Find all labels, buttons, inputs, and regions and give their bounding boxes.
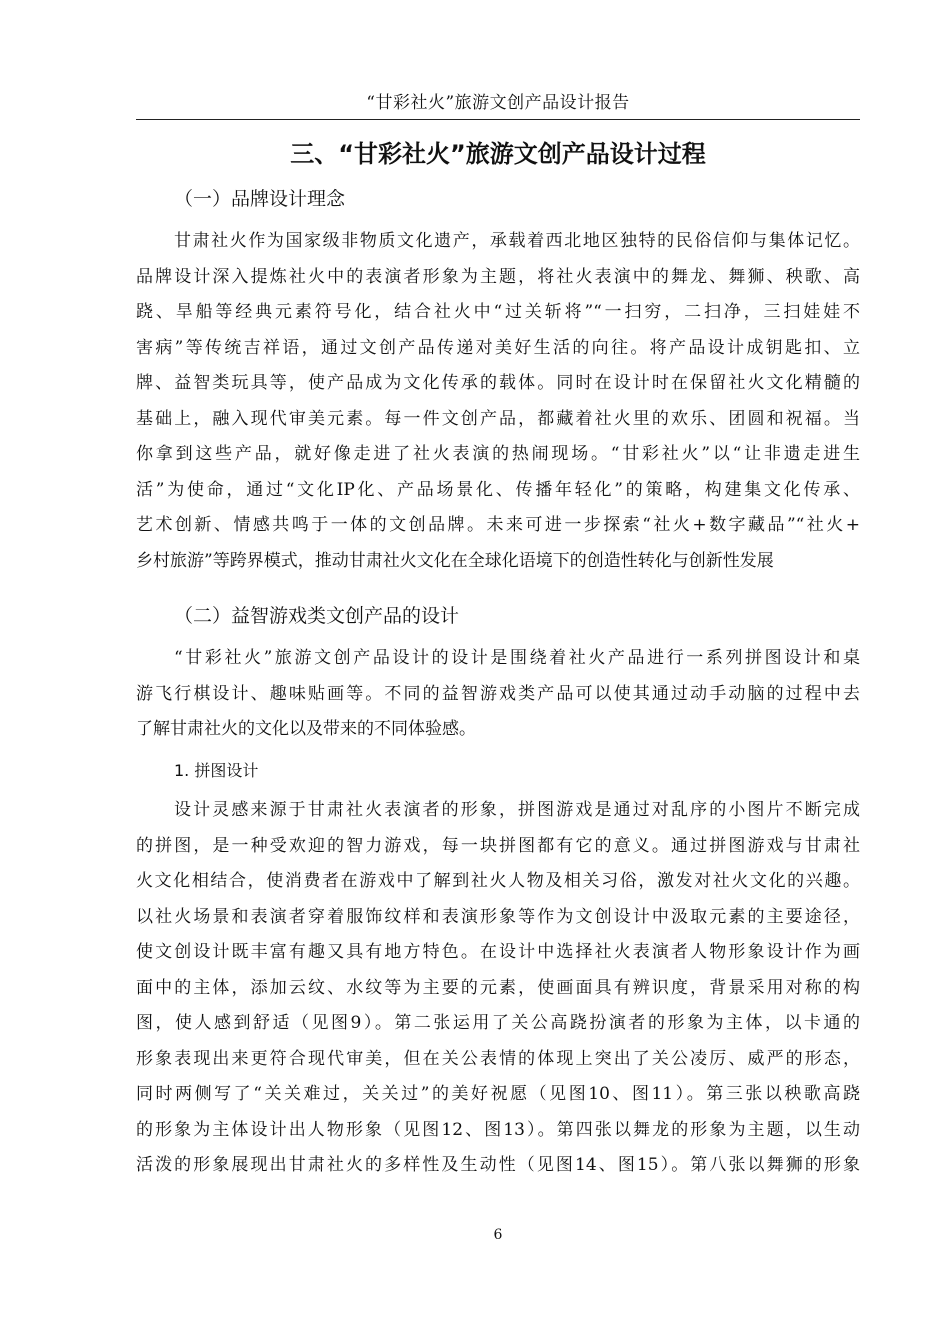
- text-line: 活”为使命，通过“文化IP化、产品场景化、传播年轻化”的策略，构建集文化传承、: [136, 479, 860, 500]
- text-line: 活泼的形象展现出甘肃社火的多样性及生动性（见图14、图15）。第八张以舞狮的形象: [136, 1155, 860, 1175]
- text-line: 牌、益智类玩具等，使产品成为文化传承的载体。同时在设计时在保留社火文化精髓的: [136, 373, 860, 393]
- text-line: 的形象为主体设计出人物形象（见图12、图13）。第四张以舞龙的形象为主题，以生动: [136, 1119, 860, 1140]
- text-line: 你拿到这些产品，就好像走进了社火表演的热闹现场。“甘彩社火”以“让非遗走进生: [136, 444, 860, 464]
- subsection-heading-jigsaw: 1. 拼图设计: [174, 761, 259, 780]
- text-line: “甘彩社火”旅游文创产品设计的设计是围绕着社火产品进行一系列拼图设计和桌: [174, 648, 860, 668]
- text-line: 形象表现出来更符合现代审美，但在关公表情的体现上突出了关公凌厉、威严的形态，: [136, 1048, 860, 1069]
- chapter-title: 三、“甘彩社火”旅游文创产品设计过程: [290, 140, 706, 168]
- running-header: “甘彩社火”旅游文创产品设计报告: [366, 93, 630, 113]
- text-line: 火文化相结合，使消费者在游戏中了解到社火人物及相关习俗，激发对社火文化的兴趣。: [136, 871, 860, 891]
- text-line: 害病”等传统吉祥语，通过文创产品传递对美好生活的向往。将产品设计成钥匙扣、立: [136, 337, 860, 358]
- paragraph-jigsaw-design: [136, 793, 860, 1184]
- text-line: 艺术创新、情感共鸣于一体的文创品牌。未来可进一步探索“社火+数字藏品”“社火+: [136, 515, 860, 535]
- text-line: 跷、旱船等经典元素符号化，结合社火中“过关斩将”“一扫穷，二扫净，三扫娃娃不: [136, 302, 860, 322]
- section-heading-brand-concept: （一）品牌设计理念: [174, 188, 346, 210]
- paragraph-puzzle-games: [136, 641, 860, 748]
- text-line: 基础上，融入现代审美元素。每一件文创产品，都藏着社火里的欢乐、团圆和祝福。当: [136, 408, 860, 429]
- text-line: 乡村旅游”等跨界模式，推动甘肃社火文化在全球化语境下的创造性转化与创新性发展: [136, 550, 774, 571]
- text-line: 图，使人感到舒适（见图9）。第二张运用了关公高跷扮演者的形象为主体，以卡通的: [136, 1013, 860, 1033]
- text-line: 同时两侧写了“关关难过，关关过”的美好祝愿（见图10、图11）。第三张以秧歌高跷: [136, 1084, 860, 1104]
- header-divider: [136, 119, 860, 120]
- text-line: 了解甘肃社火的文化以及带来的不同体验感。: [136, 719, 476, 739]
- text-line: 甘肃社火作为国家级非物质文化遗产，承载着西北地区独特的民俗信仰与集体记忆。: [174, 231, 860, 251]
- text-line: 游飞行棋设计、趣味贴画等。不同的益智游戏类产品可以使其通过动手动脑的过程中去: [136, 683, 860, 704]
- text-line: 品牌设计深入提炼社火中的表演者形象为主题，将社火表演中的舞龙、舞狮、秧歌、高: [136, 266, 860, 287]
- page-number: 6: [493, 1227, 503, 1243]
- text-line: 的拼图，是一种受欢迎的智力游戏，每一块拼图都有它的意义。通过拼图游戏与甘肃社: [136, 835, 860, 856]
- text-line: 设计灵感来源于甘肃社火表演者的形象，拼图游戏是通过对乱序的小图片不断完成: [174, 800, 860, 820]
- section-heading-puzzle-games: （二）益智游戏类文创产品的设计: [174, 605, 460, 627]
- paragraph-brand-concept: [136, 224, 860, 579]
- text-line: 以社火场景和表演者穿着服饰纹样和表演形象等作为文创设计中汲取元素的主要途径，: [136, 906, 860, 927]
- text-line: 面中的主体，添加云纹、水纹等为主要的元素，使画面具有辨识度，背景采用对称的构: [136, 977, 860, 998]
- text-line: 使文创设计既丰富有趣又具有地方特色。在设计中选择社火表演者人物形象设计作为画: [136, 942, 860, 962]
